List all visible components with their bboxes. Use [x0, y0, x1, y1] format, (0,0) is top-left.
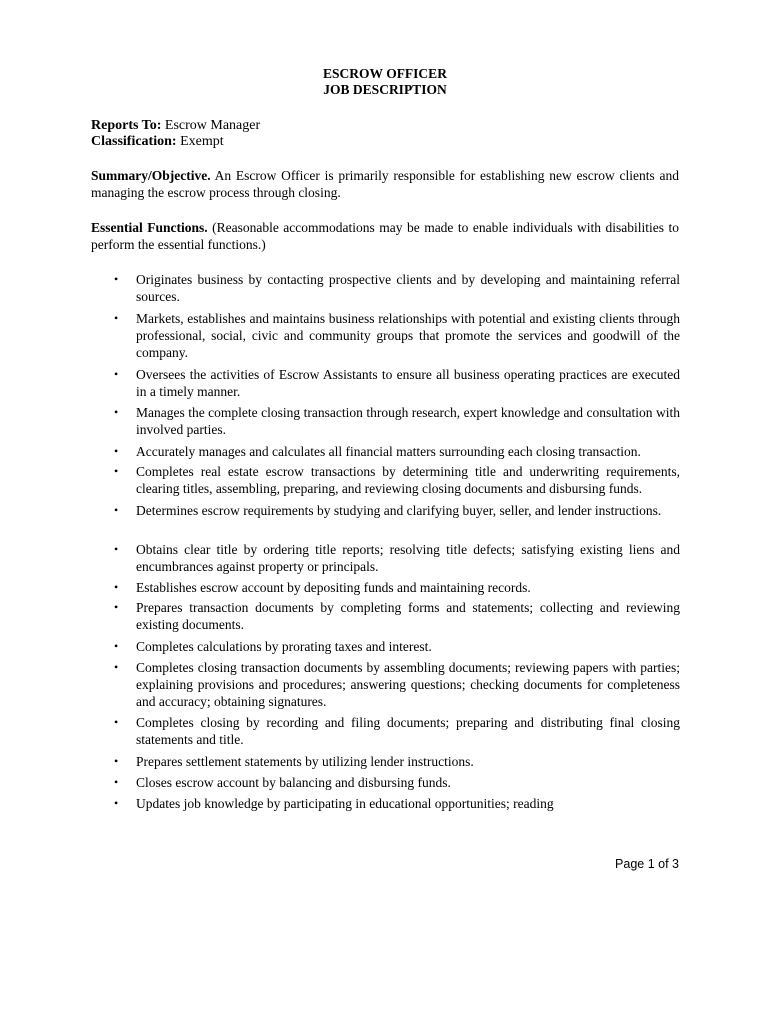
- summary-label: Summary/Objective.: [91, 168, 211, 183]
- duty-list-item: [114, 366, 680, 400]
- bullet-icon: •: [114, 775, 119, 789]
- duty-list-item: [114, 271, 680, 305]
- duty-text: Accurately manages and calculates all financial matters surrounding each closing transaction.: [136, 444, 641, 459]
- bullet-icon: •: [114, 660, 119, 674]
- duty-text: Markets, establishes and maintains business relationships with potential and existing clients through professional, social, civic and community groups that promote the services and goodwill of the company.: [136, 311, 680, 360]
- bullet-icon: •: [114, 503, 119, 517]
- duty-text: Prepares transaction documents by completing forms and statements; collecting and reviewing existing documents.: [136, 600, 680, 632]
- duty-text: Completes real estate escrow transactions by determining title and underwriting requirements, clearing titles, assembling, preparing, and reviewing closing documents and disbursing funds.: [136, 464, 680, 496]
- bullet-icon: •: [114, 272, 119, 286]
- duty-list-item: [114, 443, 680, 460]
- duty-text: Closes escrow account by balancing and disbursing funds.: [136, 775, 451, 790]
- bullet-icon: •: [114, 715, 119, 729]
- classification-line: [91, 133, 224, 150]
- duty-text: Establishes escrow account by depositing funds and maintaining records.: [136, 580, 531, 595]
- duty-text: Completes closing transaction documents by assembling documents; reviewing papers with parties; explaining provisions and procedures; answering questions; checking documents for completeness and accuracy; obtaining signatures.: [136, 660, 680, 709]
- document-subtitle: JOB DESCRIPTION: [323, 82, 447, 97]
- reports-to-label: Reports To:: [91, 118, 162, 133]
- duty-text: Completes closing by recording and filing documents; preparing and distributing final closing statements and title.: [136, 715, 680, 747]
- bullet-icon: •: [114, 542, 119, 556]
- classification-label: Classification:: [91, 134, 177, 149]
- duty-list-item: [114, 310, 680, 361]
- duty-list-item: [114, 795, 680, 812]
- bullet-icon: •: [114, 600, 119, 614]
- duty-text: Oversees the activities of Escrow Assistants to ensure all business operating practices are executed in a timely manner.: [136, 367, 680, 399]
- duty-list-item: [114, 463, 680, 497]
- duty-text: Manages the complete closing transaction through research, expert knowledge and consultation with involved parties.: [136, 405, 680, 437]
- bullet-icon: •: [114, 639, 119, 653]
- duty-text: Updates job knowledge by participating in educational opportunities; reading: [136, 796, 554, 811]
- bullet-icon: •: [114, 444, 119, 458]
- classification-value: Exempt: [180, 134, 224, 149]
- reports-to-value: Escrow Manager: [164, 118, 261, 133]
- bullet-icon: •: [114, 367, 119, 381]
- duty-text: Originates business by contacting prospective clients and by developing and maintaining referral sources.: [136, 272, 680, 304]
- duty-list-item: [114, 502, 680, 519]
- duty-list-item: [114, 599, 680, 633]
- duty-list-item: [114, 404, 680, 438]
- reports-to-line: [91, 117, 260, 134]
- essential-functions-label: Essential Functions.: [91, 220, 208, 235]
- duty-list-item: [114, 714, 680, 748]
- duty-list-item: [114, 774, 680, 791]
- duty-list-item: [114, 541, 680, 575]
- duty-text: Completes calculations by prorating taxes and interest.: [136, 639, 432, 654]
- essential-functions-paragraph: [91, 219, 679, 253]
- duty-list-item: [114, 753, 680, 770]
- essential-functions-text: (Reasonable accommodations may be made to enable individuals with disabilities to perform the essential functions.): [91, 220, 680, 252]
- duty-list-item: [114, 638, 680, 655]
- duty-text: Prepares settlement statements by utilizing lender instructions.: [136, 754, 474, 769]
- bullet-icon: •: [114, 796, 119, 810]
- duty-text: Determines escrow requirements by studying and clarifying buyer, seller, and lender instructions.: [136, 503, 662, 518]
- page-number: Page 1 of 3: [615, 857, 679, 871]
- bullet-icon: •: [114, 405, 119, 419]
- duty-list-item: [114, 659, 680, 710]
- bullet-icon: •: [114, 754, 119, 768]
- duty-text: Obtains clear title by ordering title reports; resolving title defects; satisfying existing liens and encumbrances against property or principals.: [136, 542, 680, 574]
- duty-list-item: [114, 579, 680, 596]
- summary-paragraph: [91, 167, 679, 201]
- bullet-icon: •: [114, 580, 119, 594]
- document-title: ESCROW OFFICER: [323, 66, 447, 81]
- bullet-icon: •: [114, 311, 119, 325]
- bullet-icon: •: [114, 464, 119, 478]
- summary-text: An Escrow Officer is primarily responsible for establishing new escrow clients and managing the escrow process through closing.: [91, 168, 679, 200]
